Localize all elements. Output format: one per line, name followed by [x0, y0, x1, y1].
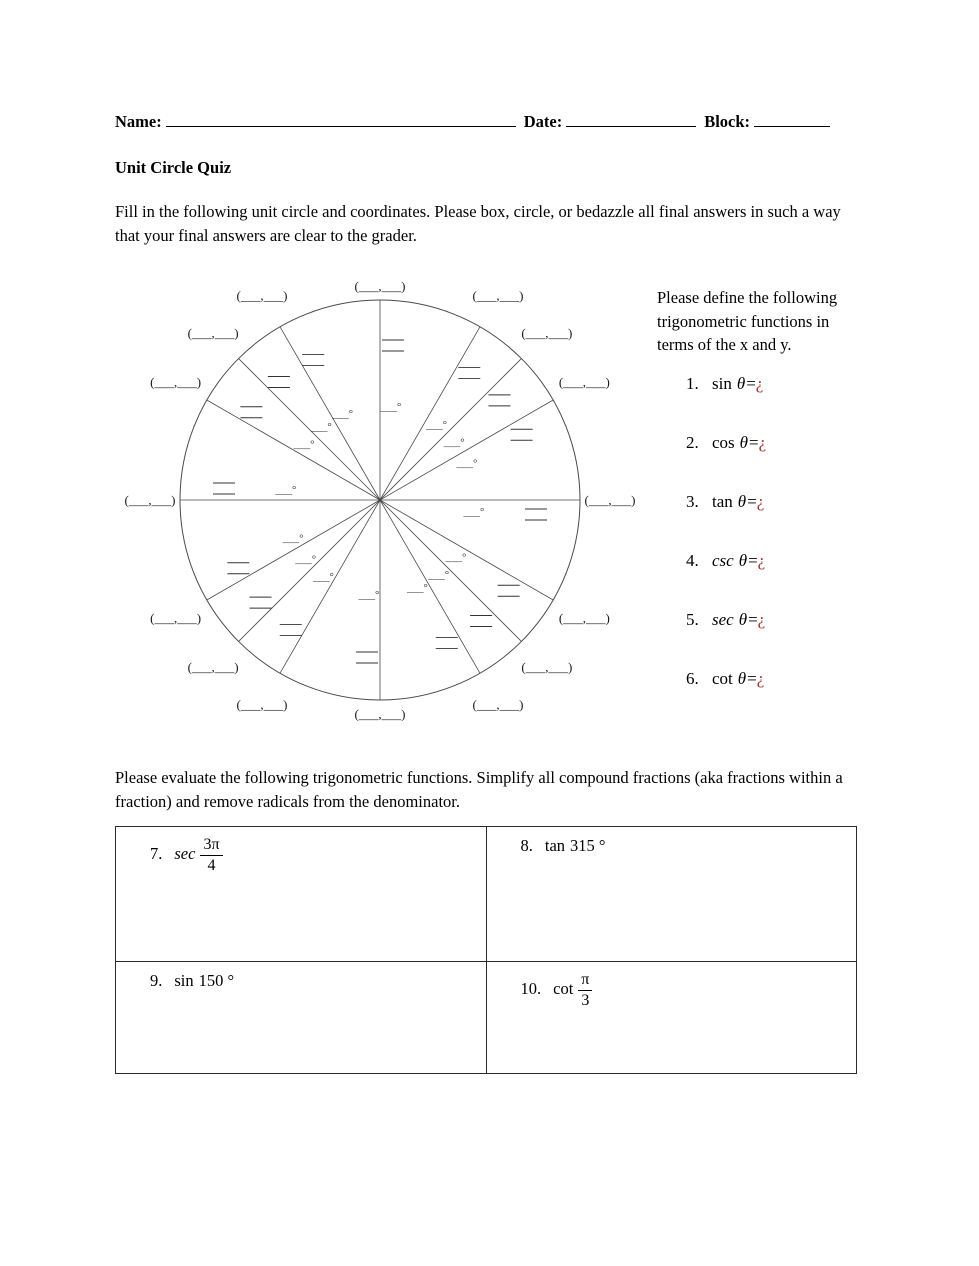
define-prompt: Please define the following trigonometric functions in terms of the x and y. — [657, 288, 838, 354]
problem-argument: 315 ° — [570, 836, 606, 855]
radius-line-135 — [239, 359, 380, 500]
degree-blank-315: ___° — [428, 569, 450, 582]
problem-number: 7. — [150, 844, 163, 864]
answer-placeholder: ¿ — [758, 432, 767, 452]
equals-sign: = — [748, 609, 758, 629]
problem-number: 10. — [520, 979, 542, 999]
fraction — [200, 836, 222, 875]
header-fields — [115, 112, 862, 132]
definition-number: 3. — [686, 491, 699, 511]
function-name: tan — [712, 491, 733, 511]
degree-blank-30: ___° — [456, 457, 478, 470]
degree-blank-45: ___° — [443, 436, 465, 449]
evaluate-paragraph: Please evaluate the following trigonometric functions. Simplify all compound fractions (aka fractions within a fraction) and remove radicals from the denominator. — [115, 768, 843, 811]
degree-blank-210: ___° — [282, 532, 304, 545]
coordinate-blank-135: (___,___) — [187, 325, 239, 341]
radius-line-315 — [380, 500, 521, 641]
coordinate-blank-300: (___,___) — [472, 696, 524, 712]
problem-number: 9. — [150, 971, 163, 990]
radius-line-225 — [239, 500, 380, 641]
diagram-row — [115, 278, 862, 736]
radius-line-240 — [280, 500, 380, 673]
radius-line-300 — [380, 500, 480, 673]
date-blank-line — [566, 112, 696, 127]
definition-item-5 — [686, 609, 862, 631]
block-label: Block: — [704, 112, 751, 131]
coordinate-blank-60: (___,___) — [472, 288, 524, 304]
problem-cell-10 — [486, 962, 857, 1074]
degree-blank-270: ___° — [358, 589, 380, 601]
equals-sign: = — [746, 373, 756, 393]
coordinate-blank-0: (___,___) — [584, 492, 636, 508]
degree-blank-330: ___° — [445, 551, 467, 564]
theta-symbol: θ — [736, 373, 746, 393]
degree-blank-240: ___° — [313, 570, 334, 583]
answer-placeholder: ¿ — [757, 550, 766, 570]
radius-line-120 — [280, 327, 380, 500]
block-blank-line — [754, 112, 830, 127]
radius-line-60 — [380, 327, 480, 500]
degree-blank-150: ___° — [293, 438, 315, 451]
radius-line-45 — [380, 359, 521, 500]
date-label: Date: — [523, 112, 563, 131]
theta-symbol: θ — [739, 432, 749, 452]
degree-blank-120: ___° — [332, 408, 353, 421]
coordinate-blank-30: (___,___) — [558, 374, 610, 390]
function-name: sec — [174, 844, 196, 864]
theta-symbol: θ — [738, 550, 748, 570]
coordinate-blank-150: (___,___) — [150, 374, 202, 390]
function-name: sec — [712, 609, 734, 629]
answer-placeholder: ¿ — [756, 491, 765, 511]
coordinate-blank-45: (___,___) — [521, 325, 573, 341]
degree-blank-0: ___° — [463, 506, 485, 518]
answer-placeholder: ¿ — [757, 609, 766, 629]
quiz-title: Unit Circle Quiz — [115, 158, 232, 177]
equals-sign: = — [747, 668, 757, 688]
definition-item-4 — [686, 550, 862, 572]
fraction-numerator: π — [578, 971, 592, 991]
instructions-paragraph: Fill in the following unit circle and coordinates. Please box, circle, or bedazzle all final answers in such a way that your final answers are clear to the grader. — [115, 202, 841, 245]
function-name: csc — [712, 550, 734, 570]
problem-argument: 150 ° — [198, 971, 235, 990]
function-name: cot — [712, 668, 733, 688]
equals-sign: = — [747, 491, 757, 511]
coordinate-blank-225: (___,___) — [187, 659, 239, 675]
answer-placeholder: ¿ — [755, 373, 764, 393]
definition-item-2 — [686, 432, 862, 454]
degree-blank-225: ___° — [295, 553, 317, 566]
name-blank-line — [166, 112, 516, 127]
degree-blank-180: ___° — [275, 484, 297, 496]
coordinate-blank-315: (___,___) — [521, 659, 573, 675]
coordinate-blank-120: (___,___) — [236, 288, 288, 304]
coordinate-blank-330: (___,___) — [558, 610, 610, 626]
function-name: cot — [553, 979, 574, 999]
function-name: tan — [544, 836, 566, 855]
definition-number: 5. — [686, 609, 699, 629]
definition-number: 4. — [686, 550, 699, 570]
coordinate-blank-270: (___,___) — [354, 706, 406, 722]
theta-symbol: θ — [738, 609, 748, 629]
name-label: Name: — [115, 112, 162, 131]
coordinate-blank-240: (___,___) — [236, 696, 288, 712]
problems-table — [115, 826, 857, 1074]
definitions-list — [657, 373, 862, 690]
theta-symbol: θ — [737, 491, 747, 511]
function-name: cos — [712, 432, 735, 452]
definition-number: 2. — [686, 432, 699, 452]
coordinate-blank-210: (___,___) — [150, 610, 202, 626]
theta-symbol: θ — [737, 668, 747, 688]
definitions-column — [657, 278, 862, 736]
definition-number: 1. — [686, 373, 699, 393]
coordinate-blank-90: (___,___) — [354, 278, 406, 294]
problem-cell-8 — [486, 827, 857, 962]
answer-placeholder: ¿ — [756, 668, 765, 688]
degree-blank-60: ___° — [426, 419, 447, 432]
degree-blank-300: ___° — [407, 581, 428, 594]
definition-item-6 — [686, 668, 862, 690]
equals-sign: = — [748, 550, 758, 570]
function-name: sin — [712, 373, 732, 393]
definition-number: 6. — [686, 668, 699, 688]
function-name: sin — [174, 971, 194, 990]
problem-number: 8. — [520, 836, 533, 855]
unit-circle-diagram — [115, 278, 645, 736]
equals-sign: = — [749, 432, 759, 452]
problem-cell-9 — [116, 962, 487, 1074]
degree-blank-90: ___° — [380, 401, 402, 413]
fraction-denominator: 4 — [207, 856, 216, 874]
definition-item-1 — [686, 373, 862, 395]
radius-line-210 — [207, 500, 380, 600]
coordinate-blank-180: (___,___) — [124, 492, 176, 508]
degree-blank-135: ___° — [310, 420, 332, 433]
fraction-numerator: 3π — [200, 836, 222, 856]
fraction — [578, 971, 592, 1010]
radius-line-30 — [380, 400, 553, 500]
table-row — [116, 962, 857, 1074]
table-row — [116, 827, 857, 962]
fraction-denominator: 3 — [581, 991, 590, 1009]
problem-cell-7 — [116, 827, 487, 962]
definition-item-3 — [686, 491, 862, 513]
